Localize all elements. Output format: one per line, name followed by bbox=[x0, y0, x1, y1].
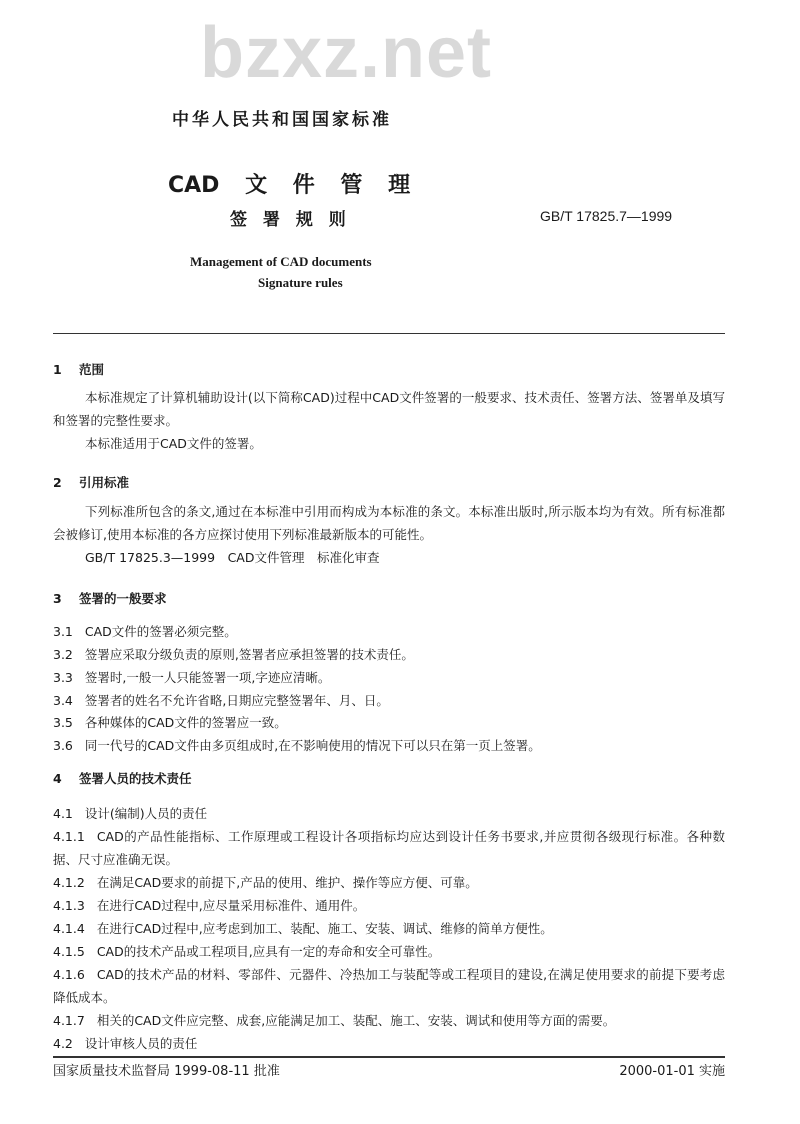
section-4-heading: 4 签署人员的技术责任 bbox=[53, 771, 192, 786]
clause-text: 在进行CAD过程中,应尽量采用标准件、通用件。 bbox=[96, 898, 366, 913]
clause-item bbox=[53, 666, 725, 689]
section-2-paragraph: 下列标准所包含的条文,通过在本标准中引用而构成为本标准的条文。本标准出版时,所示版本均为有效。所有标准都会被修订,使用本标准的各方应探讨使用下列标准最新版本的可能性。 bbox=[53, 504, 725, 542]
national-standard-label: 中华人民共和国国家标准 bbox=[172, 110, 392, 130]
clause-number: 4.1.2 bbox=[53, 875, 85, 890]
clause-item bbox=[53, 643, 725, 666]
clause-text: 各种媒体的CAD文件的签署应一致。 bbox=[84, 715, 287, 730]
clause-item bbox=[53, 917, 725, 940]
clause-text: 在进行CAD过程中,应考虑到加工、装配、施工、安装、调试、维修的简单方便性。 bbox=[96, 921, 553, 936]
section-1-paragraph-1: 本标准规定了计算机辅助设计(以下简称CAD)过程中CAD文件签署的一般要求、技术责任、签署方法、签署单及填写和签署的完整性要求。 bbox=[53, 390, 725, 428]
approval-info: 国家质量技术监督局 1999-08-11 批准 bbox=[53, 1064, 280, 1079]
clause-text: 设计(编制)人员的责任 bbox=[84, 806, 208, 821]
clause-number: 4.1.1 bbox=[53, 829, 85, 844]
clause-number: 4.1.6 bbox=[53, 967, 85, 982]
footer-divider bbox=[53, 1056, 725, 1058]
clause-text: CAD的技术产品的材料、零部件、元器件、冷热加工与装配等或工程项目的建设,在满足使用要求的前提下要考虑降低成本。 bbox=[53, 967, 725, 1005]
section-2-heading: 2 引用标准 bbox=[53, 475, 130, 490]
clause-number: 4.1.3 bbox=[53, 898, 85, 913]
clause-item bbox=[53, 620, 725, 643]
clause-number: 3.6 bbox=[53, 738, 73, 753]
clause-text: 签署应采取分级负责的原则,签署者应承担签署的技术责任。 bbox=[84, 647, 414, 662]
clause-text: CAD的技术产品或工程项目,应具有一定的寿命和安全可靠性。 bbox=[96, 944, 441, 959]
clause-item bbox=[53, 1009, 725, 1032]
watermark: bzxz.net bbox=[200, 13, 493, 93]
clause-number: 3.1 bbox=[53, 624, 73, 639]
title-en-line-1: Management of CAD documents bbox=[190, 254, 372, 269]
clause-number: 4.1 bbox=[53, 806, 73, 821]
clause-item bbox=[53, 734, 725, 757]
title-en-line-2: Signature rules bbox=[258, 275, 343, 290]
clause-number: 3.3 bbox=[53, 670, 73, 685]
clause-item bbox=[53, 871, 725, 894]
clause-number: 4.1.4 bbox=[53, 921, 85, 936]
clause-number: 3.4 bbox=[53, 693, 73, 708]
section-2-reference: GB/T 17825.3—1999 CAD文件管理 标准化审查 bbox=[85, 550, 380, 565]
clause-number: 3.5 bbox=[53, 715, 73, 730]
clause-text: 设计审核人员的责任 bbox=[84, 1036, 198, 1051]
header-divider bbox=[53, 333, 725, 334]
clause-item bbox=[53, 1032, 725, 1055]
clause-text: 相关的CAD文件应完整、成套,应能满足加工、装配、施工、安装、调试和使用等方面的需要。 bbox=[96, 1013, 616, 1028]
clause-text: CAD的产品性能指标、工作原理或工程设计各项指标均应达到设计任务书要求,并应贯彻各级现行标准。各种数据、尺寸应准确无误。 bbox=[53, 829, 725, 867]
clause-text: 签署时,一般一人只能签署一项,字迹应清晰。 bbox=[84, 670, 331, 685]
standard-number: GB/T 17825.7—1999 bbox=[540, 208, 673, 224]
clause-item bbox=[53, 825, 725, 871]
clause-text: 同一代号的CAD文件由多页组成时,在不影响使用的情况下可以只在第一页上签署。 bbox=[84, 738, 541, 753]
clause-text: CAD文件的签署必须完整。 bbox=[84, 624, 237, 639]
clause-text: 签署者的姓名不允许省略,日期应完整签署年、月、日。 bbox=[84, 693, 389, 708]
implementation-info: 2000-01-01 实施 bbox=[619, 1064, 725, 1079]
title-cn-line-1: CAD 文 件 管 理 bbox=[168, 173, 411, 198]
clause-number: 4.1.7 bbox=[53, 1013, 85, 1028]
section-1-paragraph-2: 本标准适用于CAD文件的签署。 bbox=[85, 436, 262, 451]
clause-item bbox=[53, 963, 725, 1009]
clause-item bbox=[53, 940, 725, 963]
clause-item bbox=[53, 711, 725, 734]
clause-item bbox=[53, 802, 725, 825]
clause-text: 在满足CAD要求的前提下,产品的使用、维护、操作等应方便、可靠。 bbox=[96, 875, 478, 890]
clause-number: 3.2 bbox=[53, 647, 73, 662]
title-cn-line-2: 签 署 规 则 bbox=[230, 210, 346, 230]
clause-item bbox=[53, 689, 725, 712]
clause-number: 4.1.5 bbox=[53, 944, 85, 959]
section-1-heading: 1 范围 bbox=[53, 362, 105, 377]
section-3-heading: 3 签署的一般要求 bbox=[53, 591, 167, 606]
clause-item bbox=[53, 894, 725, 917]
clause-number: 4.2 bbox=[53, 1036, 73, 1051]
